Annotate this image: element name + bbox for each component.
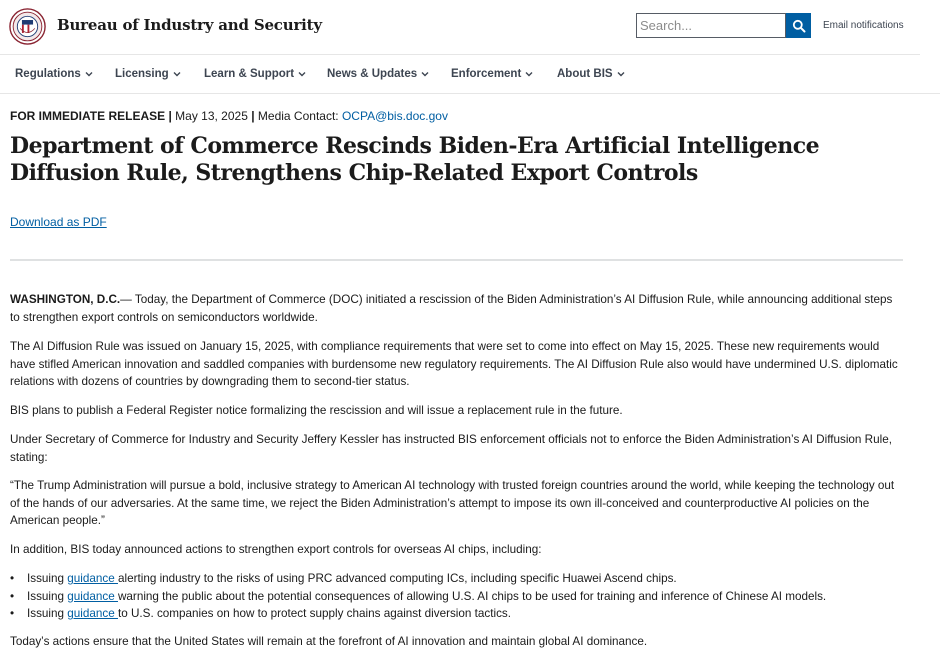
article-paragraph: In addition, BIS today announced actions to strengthen export controls for overseas AI chips, including: <box>10 543 542 556</box>
nav-item-label: News & Updates <box>327 68 418 80</box>
chevron-down-icon <box>85 71 93 77</box>
media-contact-label: Media Contact: <box>257 109 342 123</box>
list-item-prefix: Issuing <box>27 589 68 603</box>
article-paragraph: BIS plans to publish a Federal Register notice formalizing the rescission and will issue a replacement rule in the future. <box>10 404 623 417</box>
actions-list <box>10 570 903 623</box>
bullet-dot: • <box>10 572 15 585</box>
list-item-text: to U.S. companies on how to protect supply chains against diversion tactics. <box>117 607 512 620</box>
article-paragraph: Under Secretary of Commerce for Industry and Security Jeffery Kessler has instructed BIS enforcement officials not to enforce the Biden Administration’s AI Diffusion Rule, stating: <box>10 433 892 464</box>
dateline: WASHINGTON, D.C. <box>10 293 121 306</box>
nav-item-learn-support[interactable] <box>204 68 306 80</box>
list-item-text: alerting industry to the risks of using PRC advanced computing ICs, including specific Huawei Ascend chips. <box>117 572 677 585</box>
nav-item-label: Learn & Support <box>204 68 295 80</box>
release-separator: | <box>247 109 258 123</box>
search-input[interactable] <box>636 13 786 38</box>
guidance-link[interactable]: guidance <box>67 589 118 603</box>
search-button[interactable] <box>786 13 811 38</box>
paragraph-text: — Today, the Department of Commerce (DOC) initiated a rescission of the Biden Administration’s AI Diffusion Rule, while announcing additional steps to strengthen export controls on semiconductors worldwide. <box>10 293 893 324</box>
chevron-down-icon <box>298 71 306 77</box>
chevron-down-icon <box>421 71 429 77</box>
main-nav <box>0 56 940 94</box>
nav-item-enforcement[interactable] <box>451 68 533 80</box>
nav-item-label: About BIS <box>557 68 613 80</box>
release-info <box>10 109 448 123</box>
nav-item-label: Enforcement <box>451 68 522 80</box>
page-title: Department of Commerce Rescinds Biden-Era Artificial Intelligence Diffusion Rule, Strengthens Chip-Related Export Controls <box>10 133 820 186</box>
chevron-down-icon <box>173 71 181 77</box>
chevron-down-icon <box>525 71 533 77</box>
divider <box>10 259 903 261</box>
article-paragraph: The AI Diffusion Rule was issued on January 15, 2025, with compliance requirements that were set to come into effect on May 15, 2025. These new requirements would have stifled American innovation and saddled companies with burdensome new regulatory requirements. The AI Diffusion Rule also would have undermined U.S. diplomatic relations with dozens of countries by downgrading them to second-tier status. <box>10 340 898 388</box>
quote-paragraph: “The Trump Administration will pursue a bold, inclusive strategy to American AI technology with trusted foreign countries around the world, while keeping the technology out of the hands of our adversaries. At the same time, we reject the Biden Administration’s attempt to impose its own ill-conceived and counterproductive AI policies on the American people.” <box>10 479 895 527</box>
list-item <box>10 570 903 588</box>
search-icon <box>792 19 806 33</box>
site-header <box>0 0 920 55</box>
nav-item-news-updates[interactable] <box>327 68 429 80</box>
media-contact-email-link[interactable]: OCPA@bis.doc.gov <box>341 109 448 123</box>
nav-item-regulations[interactable] <box>15 68 93 80</box>
guidance-link[interactable]: guidance <box>67 607 118 620</box>
nav-item-label: Regulations <box>15 68 81 80</box>
nav-item-label: Licensing <box>115 68 169 80</box>
guidance-link[interactable]: guidance <box>67 572 118 585</box>
nav-item-about-bis[interactable] <box>557 68 625 80</box>
chevron-down-icon <box>617 71 625 77</box>
release-date: May 13, 2025 <box>175 109 248 123</box>
list-item <box>10 605 903 623</box>
article-paragraph <box>10 291 903 326</box>
bullet-dot: • <box>10 589 15 603</box>
article-paragraph: Today’s actions ensure that the United States will remain at the forefront of AI innovation and maintain global AI dominance. <box>10 635 648 648</box>
nav-item-licensing[interactable] <box>115 68 181 80</box>
agency-name[interactable]: Bureau of Industry and Security <box>57 16 322 34</box>
release-label: FOR IMMEDIATE RELEASE <box>10 109 166 123</box>
bullet-dot: • <box>10 607 15 620</box>
release-separator: | <box>165 109 176 123</box>
email-notifications-link[interactable]: Email notifications <box>823 20 904 31</box>
list-item-prefix: Issuing <box>27 572 68 585</box>
list-item-prefix: Issuing <box>27 607 68 620</box>
list-item-text: warning the public about the potential consequences of allowing U.S. AI chips to be used for training and inference of Chinese AI models. <box>117 589 827 603</box>
download-pdf-link[interactable]: Download as PDF <box>10 215 107 229</box>
list-item <box>10 588 903 606</box>
commerce-seal-icon[interactable] <box>9 8 46 45</box>
